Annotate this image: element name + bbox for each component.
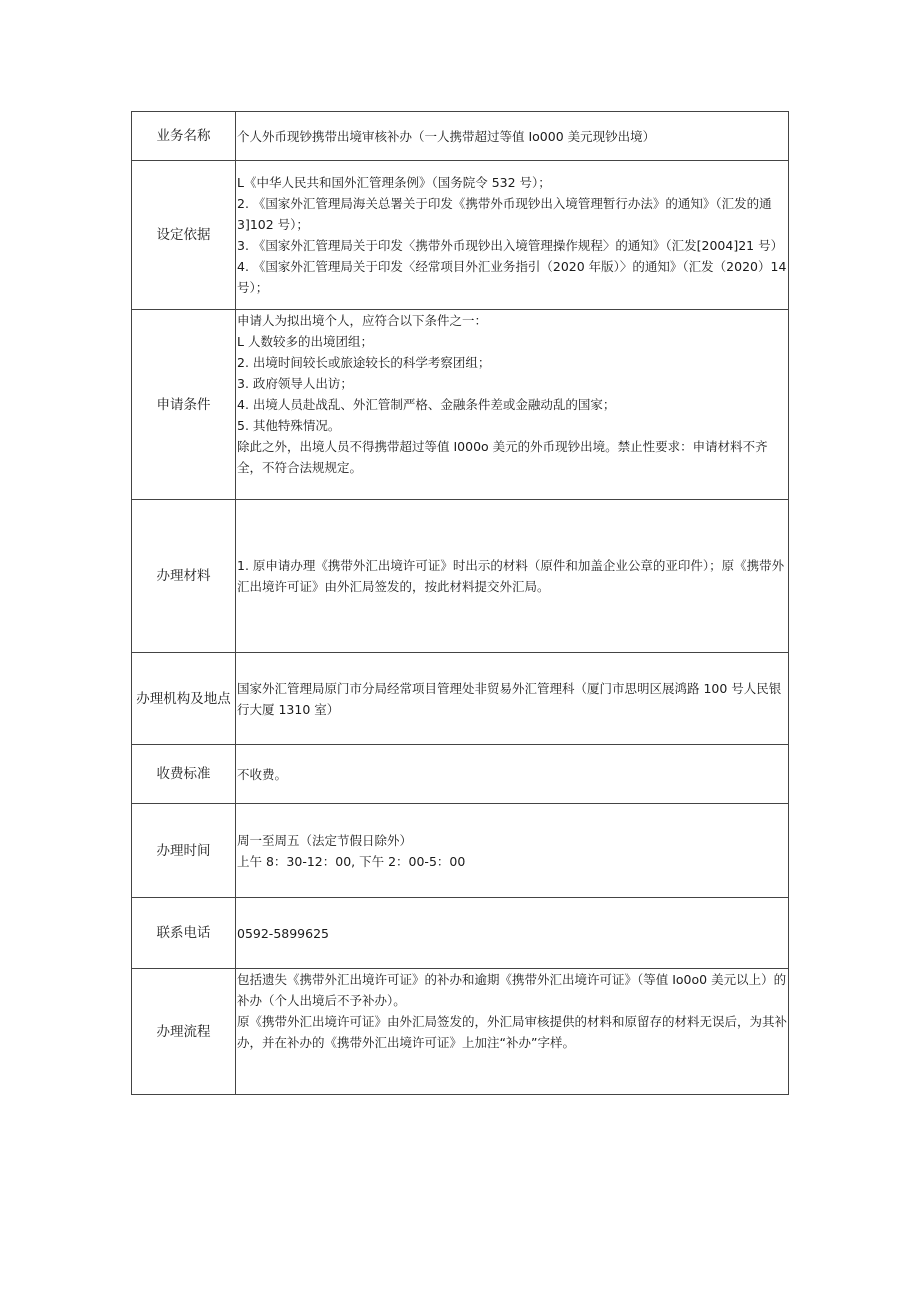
materials-text: 1. 原申请办理《携带外汇出境许可证》时出示的材料（原件和加盖企业公章的亚印件）；原《携带外汇出境许可证》由外汇局签发的，按此材料提交外汇局。 [237, 558, 785, 594]
legal-basis-item: 2. 《国家外汇管理局海关总署关于印发《携带外币现钞出入境管理暂行办法》的通知》（汇发的通 3]102 号）； [237, 196, 772, 232]
row-hours [132, 804, 789, 898]
fee-value [236, 745, 789, 804]
legal-basis-value [236, 161, 789, 310]
process-label: 办理流程 [132, 969, 236, 1095]
row-process [132, 969, 789, 1095]
phone-value [236, 898, 789, 969]
materials-label: 办理材料 [132, 500, 236, 653]
hours-value [236, 804, 789, 898]
row-phone [132, 898, 789, 969]
row-legal-basis [132, 161, 789, 310]
legal-basis-item: L《中华人民共和国外汇管理条例》（国务院令 532 号）； [237, 175, 551, 190]
agency-location-text: 国家外汇管理局原门市分局经常项目管理处非贸易外汇管理科（厦门市思明区展鸿路 100 号人民银行大厦 1310 室） [237, 680, 782, 717]
process-item: 包括遗失《携带外汇出境许可证》的补办和逾期《携带外汇出境许可证》（等值 Io0o0 美元以上）的补办（个人出境后不予补办）。 [237, 972, 787, 1008]
conditions-item: 3. 政府领导人出访； [237, 376, 353, 391]
phone-label: 联系电话 [132, 898, 236, 969]
materials-value [236, 500, 789, 653]
business-name-label: 业务名称 [132, 112, 236, 161]
row-agency-location [132, 653, 789, 745]
conditions-item: L 人数较多的出境团组； [237, 334, 373, 349]
legal-basis-item: 3. 《国家外汇管理局关于印发〈携带外币现钞出入境管理操作规程〉的通知》（汇发[2004]21 号） [237, 238, 784, 253]
conditions-item: 4. 出境人员赴战乱、外汇管制严格、金融条件差或金融动乱的国家； [237, 397, 616, 412]
fee-text: 不收费。 [237, 766, 288, 782]
phone-number: 0592-5899625 [237, 925, 329, 941]
business-name-text: 个人外币现钞携带出境审核补办（一人携带超过等值 Io000 美元现钞出境） [237, 128, 656, 144]
row-conditions [132, 310, 789, 500]
fee-label: 收费标准 [132, 745, 236, 804]
hours-times: 上午 8：30-12：00, 下午 2：00-5：00 [237, 853, 466, 869]
legal-basis-item: 4. 《国家外汇管理局关于印发〈经常项目外汇业务指引（2020 年版）〉的通知》（汇发（2020）14 号）； [237, 259, 787, 295]
conditions-item: 申请人为拟出境个人，应符合以下条件之一： [237, 313, 488, 328]
legal-basis-label: 设定依据 [132, 161, 236, 310]
process-item: 原《携带外汇出境许可证》由外汇局签发的，外汇局审核提供的材料和原留存的材料无误后，为其补办，并在补办的《携带外汇出境许可证》上加注“补办”字样。 [237, 1014, 788, 1050]
conditions-label: 申请条件 [132, 310, 236, 500]
conditions-item: 除此之外，出境人员不得携带超过等值 I000o 美元的外币现钞出境。禁止性要求：申请材料不齐全，不符合法规规定。 [237, 439, 768, 475]
hours-label: 办理时间 [132, 804, 236, 898]
conditions-item: 2. 出境时间较长或旅途较长的科学考察团组； [237, 355, 491, 370]
service-info-table [131, 111, 789, 1095]
agency-location-label: 办理机构及地点 [132, 653, 236, 745]
agency-location-value [236, 653, 789, 745]
row-materials [132, 500, 789, 653]
conditions-value [236, 310, 789, 500]
process-value [236, 969, 789, 1095]
business-name-value [236, 112, 789, 161]
row-fee [132, 745, 789, 804]
conditions-item: 5. 其他特殊情况。 [237, 418, 341, 433]
hours-days: 周一至周五（法定节假日除外） [237, 832, 413, 848]
row-business-name [132, 112, 789, 161]
